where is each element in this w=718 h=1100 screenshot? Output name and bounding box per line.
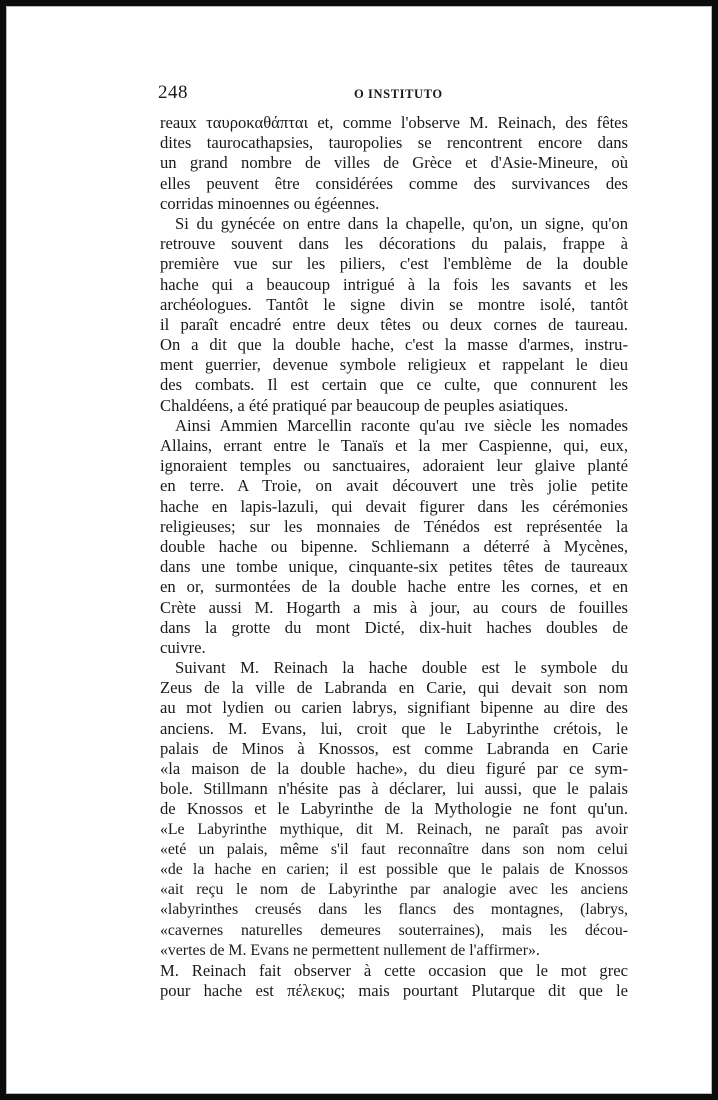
text-line: double hache ou bipenne. Schliemann a déterré à Mycènes, [160, 536, 628, 556]
text-line: «ait reçu le nom de Labyrinthe par analogie avec les anciens [160, 881, 628, 899]
text-line: On a dit que la double hache, c'est la masse d'armes, instru- [160, 335, 628, 355]
text-line: Allains, errant entre le Tanaïs et la mer Caspienne, qui, eux, [160, 436, 628, 455]
text-line: archéologues. Tantôt le signe divin se montre isolé, tantôt [160, 294, 628, 314]
text-line: reaux ταυροκαθάπται et, comme l'observe M. Reinach, des fêtes [160, 113, 628, 132]
text-line: «labyrinthes creusés dans les flancs des montagnes, (labrys, [160, 901, 628, 919]
text-line: dans la grotte du mont Dicté, dix-huit haches doubles de [160, 617, 628, 637]
text-line: hache qui a beaucoup intrigué à la fois les savants et les [160, 274, 628, 294]
text-line: hache en lapis-lazuli, qui devait figurer dans les cérémonies [160, 496, 628, 516]
text-line: M. Reinach fait observer à cette occasion que le mot grec [160, 960, 628, 980]
text-line: palais de Minos à Knossos, est comme Labranda en Carie [160, 738, 628, 758]
text-line: «la maison de la double hache», du dieu figuré par ce sym- [160, 759, 628, 778]
text-line: anciens. M. Evans, lui, croit que le Labyrinthe crétois, le [160, 718, 628, 738]
text-line: Si du gynécée on entre dans la chapelle, qu'on, un signe, qu'on [175, 213, 628, 233]
page-number: 248 [158, 82, 188, 103]
text-line: en or, surmontées de la double hache entre les cornes, et en [160, 577, 628, 597]
page-header [158, 82, 628, 106]
text-line: première vue sur les piliers, c'est l'emblème de la double [160, 254, 628, 274]
text-line: Ainsi Ammien Marcellin raconte qu'au ɪᴠe siècle les nomades [175, 415, 628, 435]
text-line: «Le Labyrinthe mythique, dit M. Reinach, ne paraît pas avoir [160, 820, 628, 838]
running-head: O INSTITUTO [354, 87, 443, 101]
text-line: Chaldéens, a été pratiqué par beaucoup de peuples asiatiques. [160, 395, 569, 415]
text-line: au mot lydien ou carien labrys, signifiant bipenne au dire des [160, 698, 628, 718]
text-line: ment guerrier, devenue symbole religieux et rappelant le dieu [160, 355, 628, 375]
text-line: dites taurocathapsies, tauropolies se rencontrent encore dans [160, 133, 628, 153]
text-line: corridas minoennes ou égéennes. [160, 193, 380, 213]
text-line: Crète aussi M. Hogarth a mis à jour, au cours de fouilles [160, 597, 628, 617]
text-line: dans une tombe unique, cinquante-six petites têtes de taureaux [160, 557, 628, 577]
text-line: il paraît encadré entre deux têtes ou deux cornes de taureau. [160, 314, 628, 334]
text-line: pour hache est πέλεκυς; mais pourtant Plutarque dit que le [160, 981, 628, 1001]
text-line: «eté un palais, même s'il faut reconnaître dans son nom celui [160, 840, 628, 858]
text-line: cuivre. [160, 637, 206, 657]
text-line: un grand nombre de villes de Grèce et d'Asie-Mineure, où [160, 153, 628, 173]
body-text [160, 113, 628, 1001]
text-line: Suivant M. Reinach la hache double est le symbole du [175, 658, 628, 678]
text-line: elles peuvent être considérées comme des survivances des [160, 173, 628, 193]
text-line: en terre. A Troie, on avait découvert une très jolie petite [160, 476, 628, 496]
text-line: «cavernes naturelles demeures souterraines), mais les décou- [160, 921, 628, 939]
text-line: des combats. Il est certain que ce culte, que connurent les [160, 375, 628, 395]
text-line: retrouve souvent dans les décorations du palais, frappe à [160, 234, 628, 254]
text-line: religieuses; sur les monnaies de Ténédos est représentée la [160, 516, 628, 536]
text-line: bole. Stillmann n'hésite pas à déclarer, lui aussi, que le palais [160, 779, 628, 799]
text-line: de Knossos et le Labyrinthe de la Mythologie ne font qu'un. [160, 799, 628, 819]
text-line: «de la hache en carien; il est possible que le palais de Knossos [160, 860, 628, 878]
text-line: Zeus de la ville de Labranda en Carie, qui devait son nom [160, 678, 628, 698]
text-line: ignoraient temples ou sanctuaires, adoraient leur glaive planté [160, 456, 628, 476]
text-line: «vertes de M. Evans ne permettent nullement de l'affirmer». [160, 941, 540, 959]
